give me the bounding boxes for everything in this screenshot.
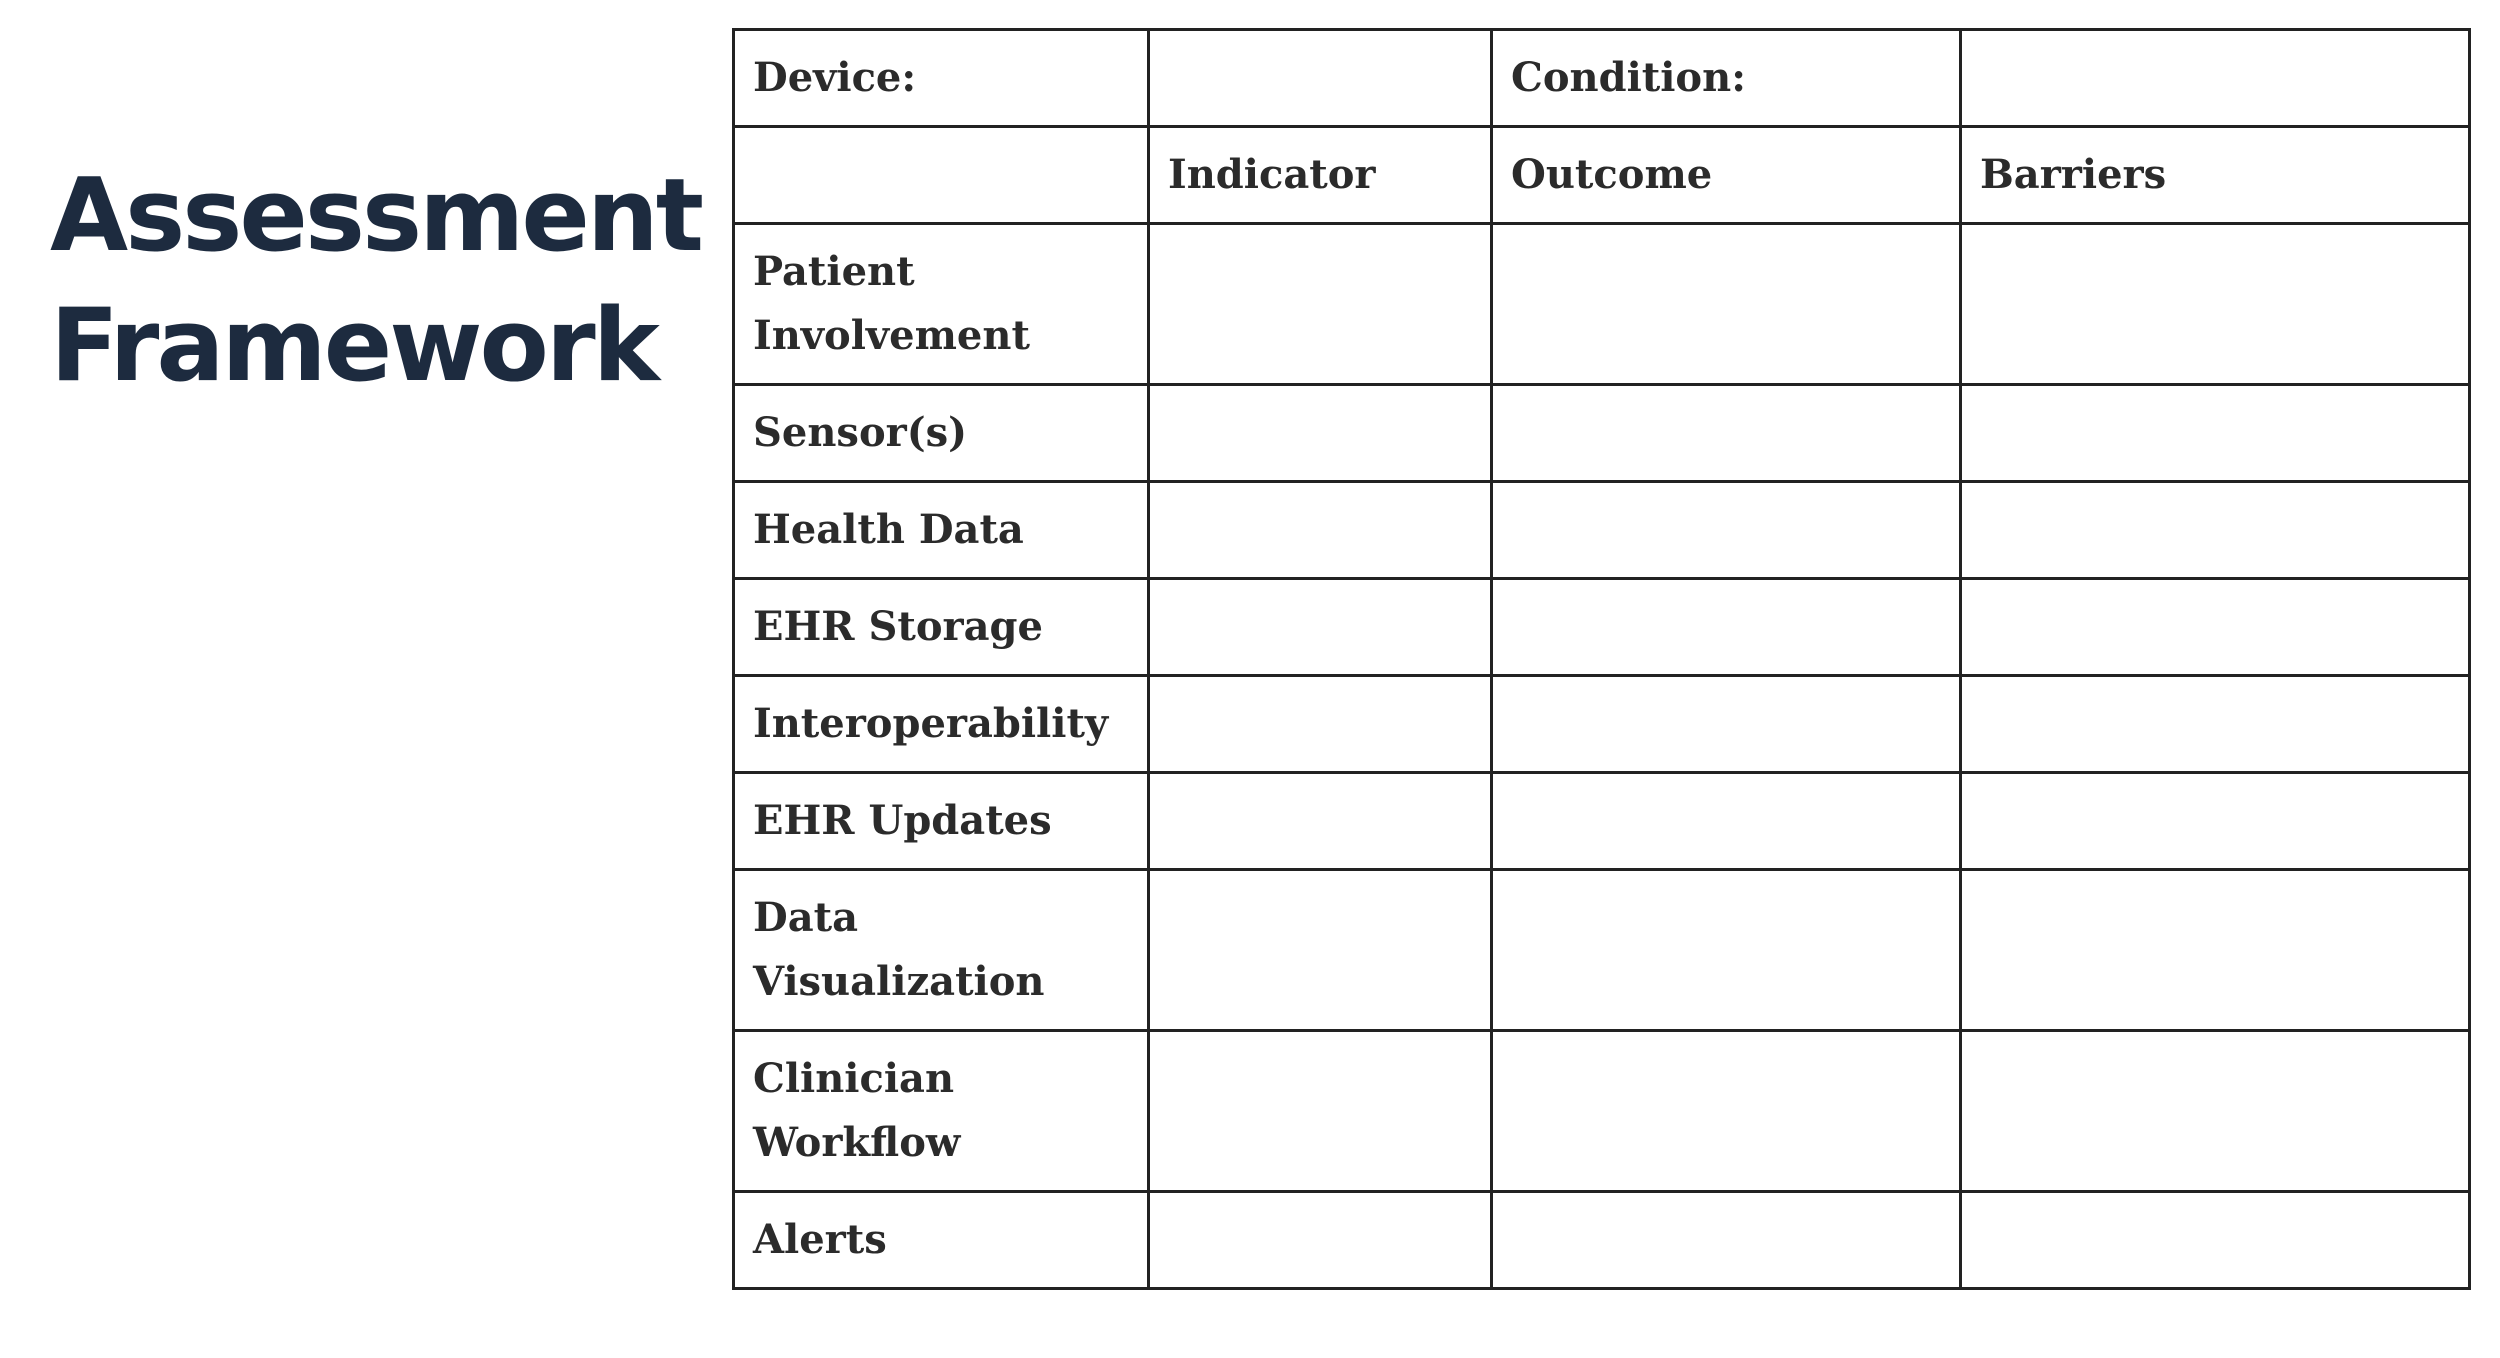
column-header-outcome: Outcome [1492,127,1961,224]
outcome-cell[interactable] [1492,482,1961,579]
indicator-cell[interactable] [1149,676,1492,773]
indicator-cell[interactable] [1149,1192,1492,1289]
row-label: Interoperability [734,676,1149,773]
table-row [734,579,2470,676]
outcome-cell[interactable] [1492,1192,1961,1289]
barriers-cell[interactable] [1961,385,2470,482]
table-row [734,385,2470,482]
condition-label: Condition: [1492,30,1961,127]
title-line-2: Framework [50,286,657,404]
row-label-line: Visualization [753,958,1045,1005]
table-row [734,676,2470,773]
title-line-1: Assessment [50,156,702,274]
column-header-barriers: Barriers [1961,127,2470,224]
assessment-table [732,28,2471,1290]
outcome-cell[interactable] [1492,224,1961,385]
barriers-cell[interactable] [1961,579,2470,676]
row-label-line: Data [753,894,858,941]
barriers-cell[interactable] [1961,870,2470,1031]
row-label-line: Patient [753,248,915,295]
table-row [734,224,2470,385]
barriers-cell[interactable] [1961,224,2470,385]
outcome-cell[interactable] [1492,579,1961,676]
barriers-cell[interactable] [1961,1192,2470,1289]
row-label: Sensor(s) [734,385,1149,482]
device-value-cell[interactable] [1149,30,1492,127]
row-label [734,870,1149,1031]
table-row [734,1031,2470,1192]
indicator-cell[interactable] [1149,773,1492,870]
table-row [734,1192,2470,1289]
outcome-cell[interactable] [1492,385,1961,482]
row-label-line: Workflow [753,1119,961,1166]
column-header-row [734,127,2470,224]
barriers-cell[interactable] [1961,676,2470,773]
barriers-cell[interactable] [1961,773,2470,870]
page-title [50,150,701,410]
indicator-cell[interactable] [1149,870,1492,1031]
table-row [734,773,2470,870]
row-label: Health Data [734,482,1149,579]
outcome-cell[interactable] [1492,773,1961,870]
table-row [734,482,2470,579]
row-label: EHR Storage [734,579,1149,676]
column-header-indicator: Indicator [1149,127,1492,224]
indicator-cell[interactable] [1149,224,1492,385]
row-label: EHR Updates [734,773,1149,870]
row-label-line: Involvement [753,312,1030,359]
indicator-cell[interactable] [1149,579,1492,676]
row-label: Alerts [734,1192,1149,1289]
indicator-cell[interactable] [1149,482,1492,579]
barriers-cell[interactable] [1961,1031,2470,1192]
row-label [734,224,1149,385]
column-header-blank [734,127,1149,224]
row-label [734,1031,1149,1192]
device-label: Device: [734,30,1149,127]
condition-value-cell[interactable] [1961,30,2470,127]
table-row [734,870,2470,1031]
indicator-cell[interactable] [1149,385,1492,482]
outcome-cell[interactable] [1492,870,1961,1031]
barriers-cell[interactable] [1961,482,2470,579]
row-label-line: Clinician [753,1055,955,1102]
outcome-cell[interactable] [1492,1031,1961,1192]
outcome-cell[interactable] [1492,676,1961,773]
indicator-cell[interactable] [1149,1031,1492,1192]
device-condition-row [734,30,2470,127]
